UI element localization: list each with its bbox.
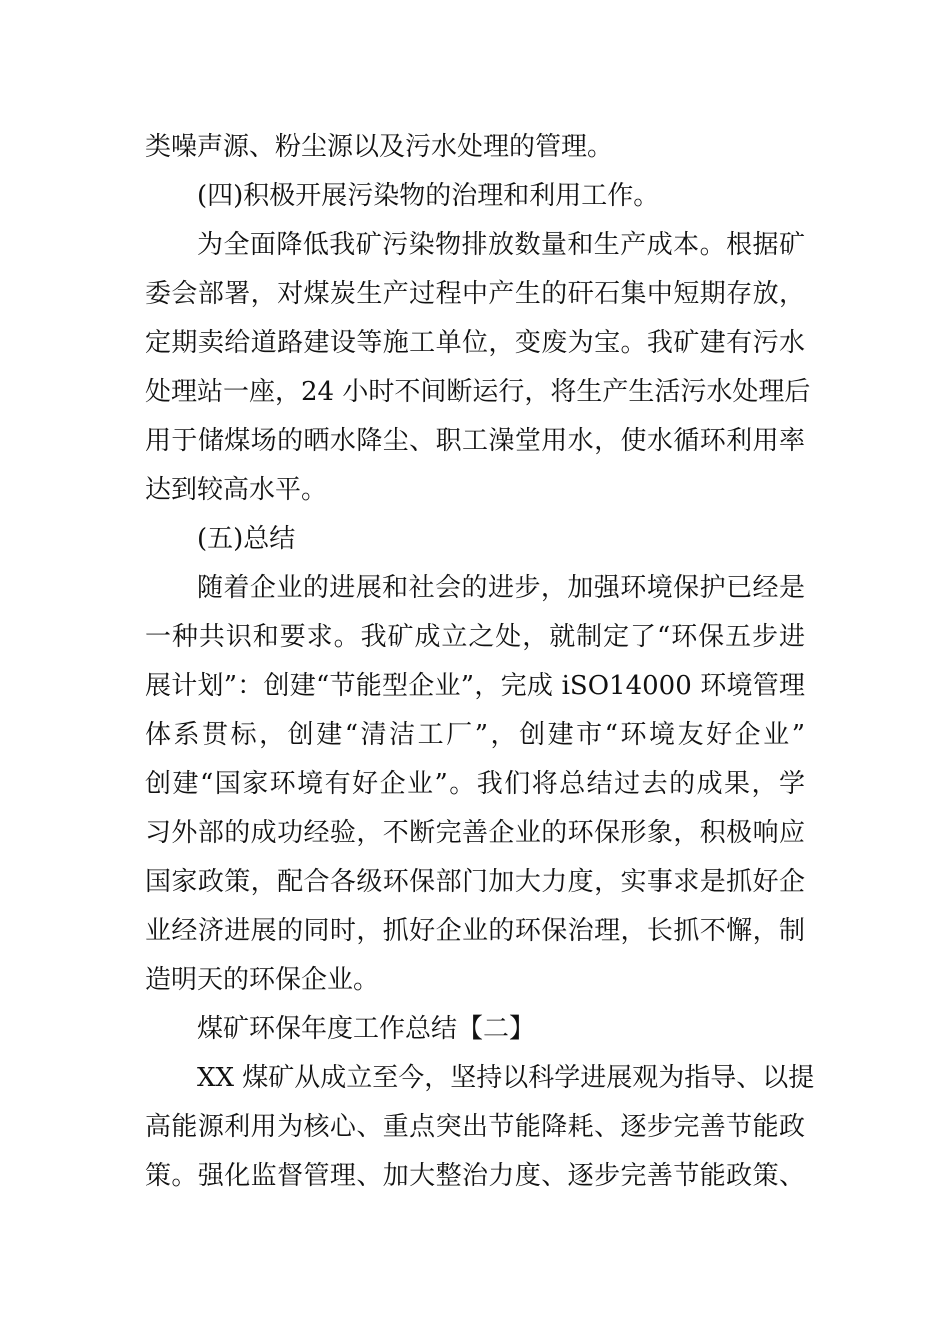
text-line: 习外部的成功经验，不断完善企业的环保形象，积极响应 (145, 818, 805, 848)
text-line: 造明天的环保企业。 (145, 965, 380, 995)
text-line: 展计划”：创建“节能型企业”，完成 iSO14000 环境管理 (145, 671, 805, 701)
text-line: 为全面降低我矿污染物排放数量和生产成本。根据矿 (197, 230, 805, 260)
text-line: 业经济进展的同时，抓好企业的环保治理，长抓不懈，制 (145, 916, 805, 946)
document-body (145, 123, 815, 1201)
section-heading: (五)总结 (197, 524, 296, 554)
text-line: 委会部署，对煤炭生产过程中产生的矸石集中短期存放， (145, 279, 805, 309)
text-line: 体系贯标，创建“清洁工厂”，创建市“环境友好企业” (145, 720, 805, 750)
text-line: 创建“国家环境有好企业”。我们将总结过去的成果，学 (145, 769, 805, 799)
text-line: 用于储煤场的晒水降尘、职工澡堂用水，使水循环利用率 (145, 426, 805, 456)
section-heading: 煤矿环保年度工作总结【二】 (197, 1014, 536, 1044)
text-line: 高能源利用为核心、重点突出节能降耗、逐步完善节能政 (145, 1112, 805, 1142)
text-line: 处理站一座，24 小时不间断运行，将生产生活污水处理后 (145, 377, 811, 407)
text-line: 达到较高水平。 (145, 475, 328, 505)
section-heading: (四)积极开展污染物的治理和利用工作。 (197, 181, 660, 211)
text-line: XX 煤矿从成立至今，坚持以科学进展观为指导、以提 (197, 1063, 815, 1093)
text-line: 类噪声源、粉尘源以及污水处理的管理。 (145, 132, 614, 162)
text-line: 定期卖给道路建设等施工单位，变废为宝。我矿建有污水 (145, 328, 805, 358)
text-line: 一种共识和要求。我矿成立之处，就制定了“环保五步进 (145, 622, 805, 652)
text-line: 策。强化监督管理、加大整治力度、逐步完善节能政策、 (145, 1161, 805, 1191)
text-line: 国家政策，配合各级环保部门加大力度，实事求是抓好企 (145, 867, 805, 897)
text-line: 随着企业的进展和社会的进步，加强环境保护已经是 (197, 573, 805, 603)
